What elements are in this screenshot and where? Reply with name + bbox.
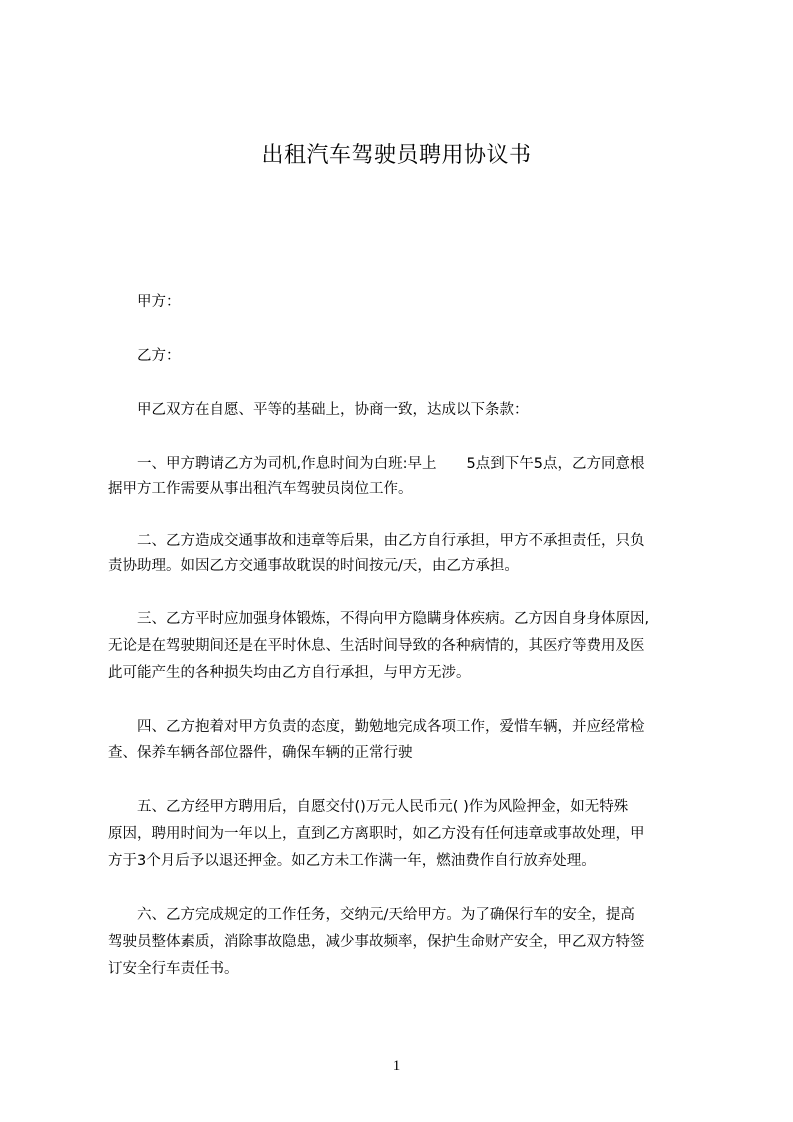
clause-4-line-1: 四、乙方抱着对甲方负责的态度，勤勉地完成各项工作，爱惜车辆，并应经常检 (137, 719, 645, 735)
clause-6-line-2: 驾驶员整体素质，消除事故隐患，减少事故频率，保护生命财产安全，甲乙双方特签 (108, 934, 645, 950)
clause-3-line-1: 三、乙方平时应加强身体锻炼，不得向甲方隐瞒身体疾病。乙方因自身身体原因, (137, 611, 650, 627)
clause-5-line-2: 原因，聘用时间为一年以上，直到乙方离职时，如乙方没有任何违章或事故处理，甲 (108, 826, 645, 842)
clause-6-line-3: 订安全行车责任书。 (108, 961, 239, 977)
clause-1-line-1: 一、甲方聘请乙方为司机,作息时间为白班:早上 (137, 456, 437, 472)
party-a-label: 甲方： (137, 294, 181, 310)
clause-3-line-3: 此可能产生的各种损失均由乙方自行承担，与甲方无涉。 (108, 665, 471, 681)
clause-3-line-2: 无论是在驾驶期间还是在平时休息、生活时间导致的各种病情的，其医疗等费用及医 (108, 638, 645, 654)
page-number: 1 (392, 1058, 401, 1074)
clause-4-line-2: 查、保养车辆各部位器件，确保车辆的正常行驶 (108, 745, 413, 761)
clause-6-line-1: 六、乙方完成规定的工作任务，交纳元/天给甲方。为了确保行车的安全，提高 (137, 907, 635, 923)
clause-5-line-1: 五、乙方经甲方聘用后，自愿交付()万元人民币元( )作为风险押金，如无特殊 (137, 799, 629, 815)
clause-5-line-3: 方于3个月后予以退还押金。如乙方未工作满一年，燃油费作自行放弃处理。 (108, 853, 596, 869)
document-title: 出租汽车驾驶员聘用协议书 (261, 143, 532, 168)
clause-1-line-1-continued: 5点到下午5点，乙方同意根 (466, 456, 645, 472)
clause-1-line-2: 据甲方工作需要从事出租汽车驾驶员岗位工作。 (108, 481, 413, 497)
clause-2-line-2: 责协助理。如因乙方交通事故耽误的时间按元/天，由乙方承担。 (108, 558, 519, 574)
clause-2-line-1: 二、乙方造成交通事故和违章等后果，由乙方自行承担，甲方不承担责任，只负 (137, 533, 645, 549)
intro-paragraph: 甲乙双方在自愿、平等的基础上，协商一致，达成以下条款： (137, 402, 529, 418)
clause-line (137, 454, 644, 474)
party-b-label: 乙方： (137, 348, 181, 364)
